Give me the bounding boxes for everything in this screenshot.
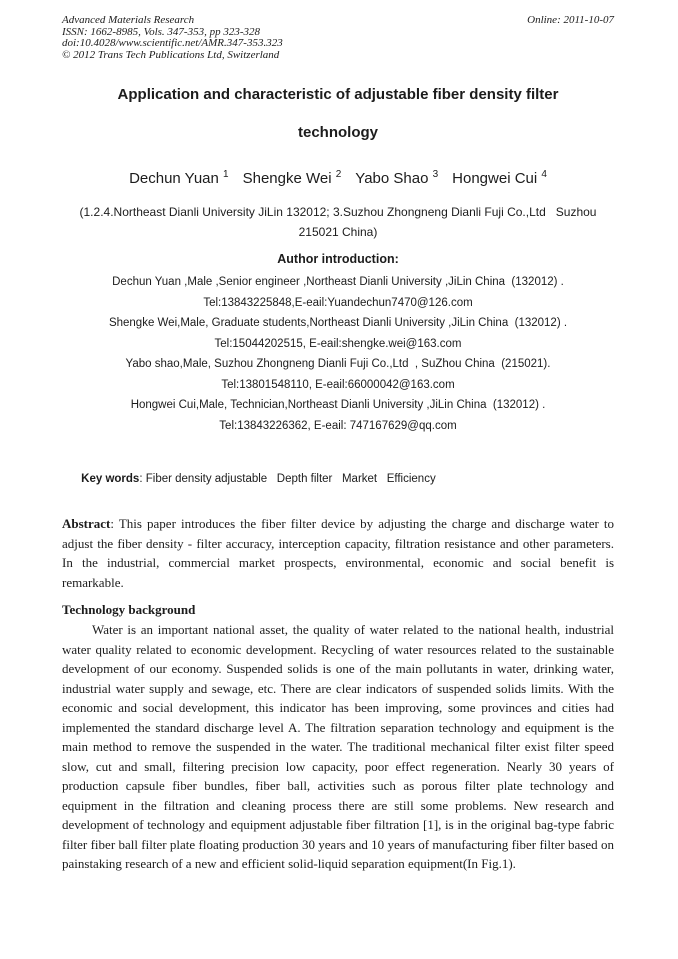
author-name: Dechun Yuan $^1$ <box>129 169 229 187</box>
online-date: Online: 2011-10-07 <box>527 14 614 26</box>
author-intro-line: Tel:15044202515, E-eail:shengke.wei@163.com <box>214 337 462 350</box>
paper-title-line2: technology <box>297 124 378 141</box>
keywords-line <box>62 455 614 503</box>
journal-copyright: © 2012 Trans Tech Publications Ltd, Switzerland <box>62 48 280 61</box>
journal-name: Advanced Materials Research <box>62 14 195 26</box>
journal-issn: ISSN: 1662-8985, Vols. 347-353, pp 323-328 <box>62 25 260 38</box>
authors-line <box>62 166 614 188</box>
author-intro-line: Hongwei Cui,Male, Technician,Northeast Dianli University ,JiLin China (132012) . <box>130 399 546 411</box>
keywords-text: : Fiber density adjustable Depth filter Market Efficiency <box>139 473 436 485</box>
journal-doi: doi:10.4028/www.scientific.net/AMR.347-353.323 <box>62 37 283 49</box>
paper-title <box>62 87 614 141</box>
affiliation: (1.2.4.Northeast Dianli University JiLin 132012; 3.Suzhou Zhongneng Dianli Fuji Co.,Ltd Suzhou 215021 China) <box>79 205 600 239</box>
abstract-text: : This paper introduces the fiber filter device by adjusting the charge and discharge water to adjust the fiber density - filter accuracy, interception capacity, filtration resistance and other parameters. In the industrial, commercial market prospects, environmental, economic and social benefit is remarkable. <box>62 516 614 590</box>
author-intro-line: Dechun Yuan ,Male ,Senior engineer ,Northeast Dianli University ,JiLin China (132012) . <box>112 276 564 288</box>
author-affil-number: 2 <box>335 169 342 180</box>
author-name: Shengke Wei $^2$ <box>242 169 342 187</box>
section-heading: Technology background <box>62 602 196 617</box>
section-body: Water is an important national asset, the quality of water related to the national health, industrial water quality related to economic development. Recycling of water resources related to the sustainable development of our economy. Suspended solids is one of the main pollutants in water, drinking water, industrial water supply and sewage, etc. There are clear indicators of suspended solids limits. With the economic and social development, this indicator has been improving, some provinces and cities had implemented the standard discharge level A. The filtration separation technology and equipment is the main method to remove the suspended in the water. The traditional mechanical filter exist filter speed slow, cut and small, filtering precision low capacity, poor effect regeneration. Nearly 30 years of production capsule fiber bundles, fiber ball, activities such as porous filter plate technology and equipment in the filtration and cleaning process there are still some problems. New research and development of technology and equipment adjustable fiber filtration [1], is in the original bag-type fabric filter fiber ball filter plate floating production 30 years and 10 years of manufacturing fiber filter based on painstaking research of a new and efficient solid-liquid separation equipment(In Fig.1). <box>62 622 614 871</box>
abstract-label: Abstract <box>62 516 111 531</box>
author-affil-number: 3 <box>432 169 439 180</box>
author-affil-number: 1 <box>223 169 229 180</box>
journal-header-left <box>62 15 283 61</box>
paper-title-line1: Application and characteristic of adjustable fiber density filter <box>117 86 559 103</box>
author-name: Hongwei Cui $^4$ <box>452 169 547 187</box>
author-intro-line: Tel:13843226362, E-eail: 747167629@qq.com <box>219 419 457 432</box>
author-introduction-lines <box>62 272 614 436</box>
author-intro-line: Tel:13801548110, E-eail:66000042@163.com <box>221 378 455 391</box>
author-intro-line: Tel:13843225848,E-eail:Yuandechun7470@126.com <box>203 296 473 309</box>
author-intro-line: Yabo shao,Male, Suzhou Zhongneng Dianli Fuji Co.,Ltd , SuZhou China (215021). <box>125 358 551 370</box>
author-introduction-heading: Author introduction: <box>277 252 399 266</box>
author-intro-line: Shengke Wei,Male, Graduate students,Northeast Dianli University ,JiLin China (132012) . <box>108 317 568 329</box>
page-content <box>62 0 614 874</box>
abstract-paragraph <box>62 514 614 592</box>
author-name: Yabo Shao $^3$ <box>355 169 439 187</box>
journal-header <box>62 0 614 61</box>
keywords-label: Key words <box>81 473 140 485</box>
author-affil-number: 4 <box>541 169 547 180</box>
